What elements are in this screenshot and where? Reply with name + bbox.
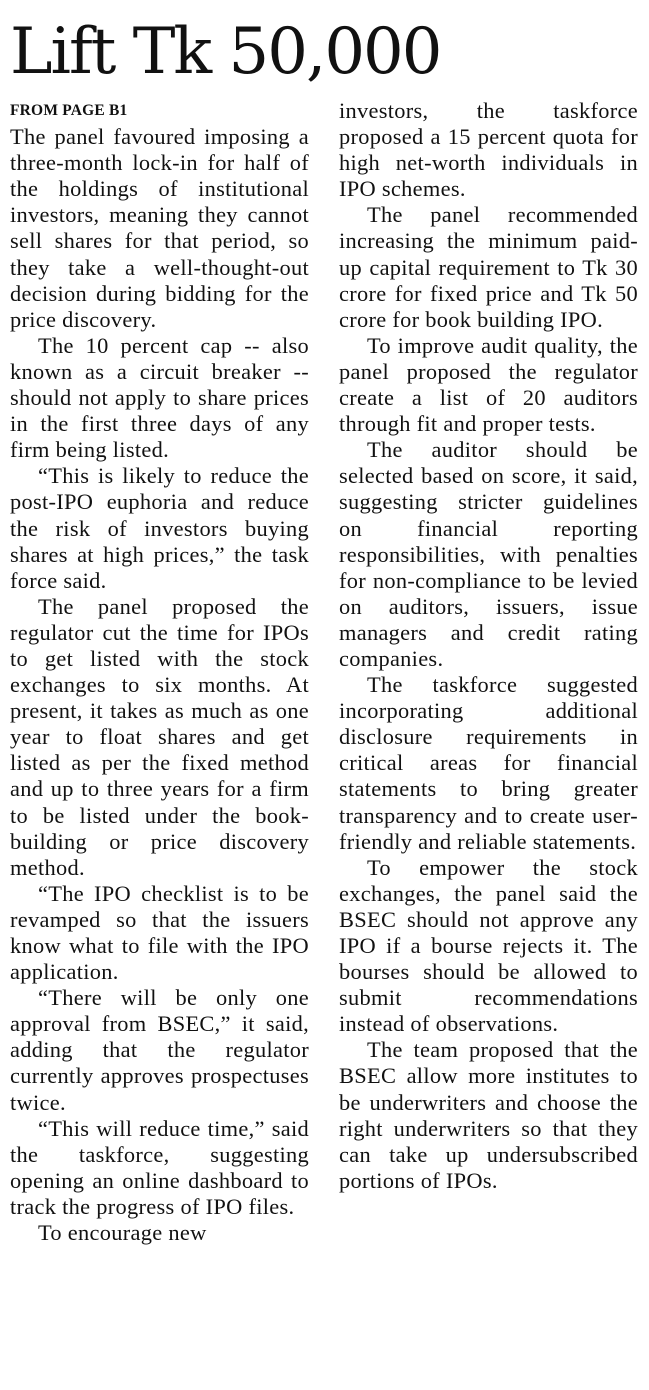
article-paragraph: investors, the taskforce proposed a 15 percent quota for high net-worth individuals in IPO schemes. [339,98,638,202]
article-column-right [339,98,638,1194]
article-paragraph: “The IPO checklist is to be revamped so that the issuers know what to file with the IPO application. [10,880,309,985]
dateline: FROM PAGE B1 [10,102,128,119]
article-paragraph: “This is likely to reduce the post-IPO euphoria and reduce the risk of investors buying shares at high prices,” the task force said. [10,463,309,593]
article-paragraph: The panel favoured imposing a three-month lock-in for half of the holdings of institutional investors, meaning they cannot sell shares for that period, so they take a well-thought-out decision during bidding for the price discovery. [10,124,309,332]
article-paragraph: The team proposed that the BSEC allow more institutes to be underwriters and choose the right underwriters so that they can take up undersubscribed portions of IPOs. [339,1037,638,1193]
headline: Lift Tk 50,000 [10,15,441,89]
article-paragraph: “This will reduce time,” said the taskforce, suggesting opening an online dashboard to track the progress of IPO files. [10,1115,309,1219]
article-paragraph: The auditor should be selected based on score, it said, suggesting stricter guidelines on financial reporting responsibilities, with penalties for non-compliance to be levied on auditors, issuers, issue managers and credit rating companies. [339,437,638,671]
article-paragraph: The 10 percent cap -- also known as a circuit breaker -- should not apply to share prices in the first three days of any firm being listed. [10,332,309,463]
article-paragraph: To improve audit quality, the panel proposed the regulator create a list of 20 auditors through fit and proper tests. [339,332,638,437]
article-paragraph: The panel recommended increasing the minimum paid-up capital requirement to Tk 30 crore for fixed price and Tk 50 crore for book building IPO. [339,202,638,332]
article-paragraph: To empower the stock exchanges, the panel said the BSEC should not approve any IPO if a bourse rejects it. The bourses should be allowed to submit recommendations instead of observations. [339,854,638,1037]
article-paragraph: “There will be only one approval from BSEC,” it said, adding that the regulator currently approves prospectuses twice. [10,985,309,1115]
article-column-left [10,98,309,1246]
article-paragraph: The taskforce suggested incorporating additional disclosure requirements in critical areas for financial statements to bring greater transparency and to create user-friendly and reliable statements. [339,672,638,854]
article-paragraph: To encourage new [38,1220,207,1246]
article-paragraph: The panel proposed the regulator cut the time for IPOs to get listed with the stock exchanges to six months. At present, it takes as much as one year to float shares and get listed as per the fixed method and up to three years for a firm to be listed under the book-building or price discovery method. [10,593,309,880]
